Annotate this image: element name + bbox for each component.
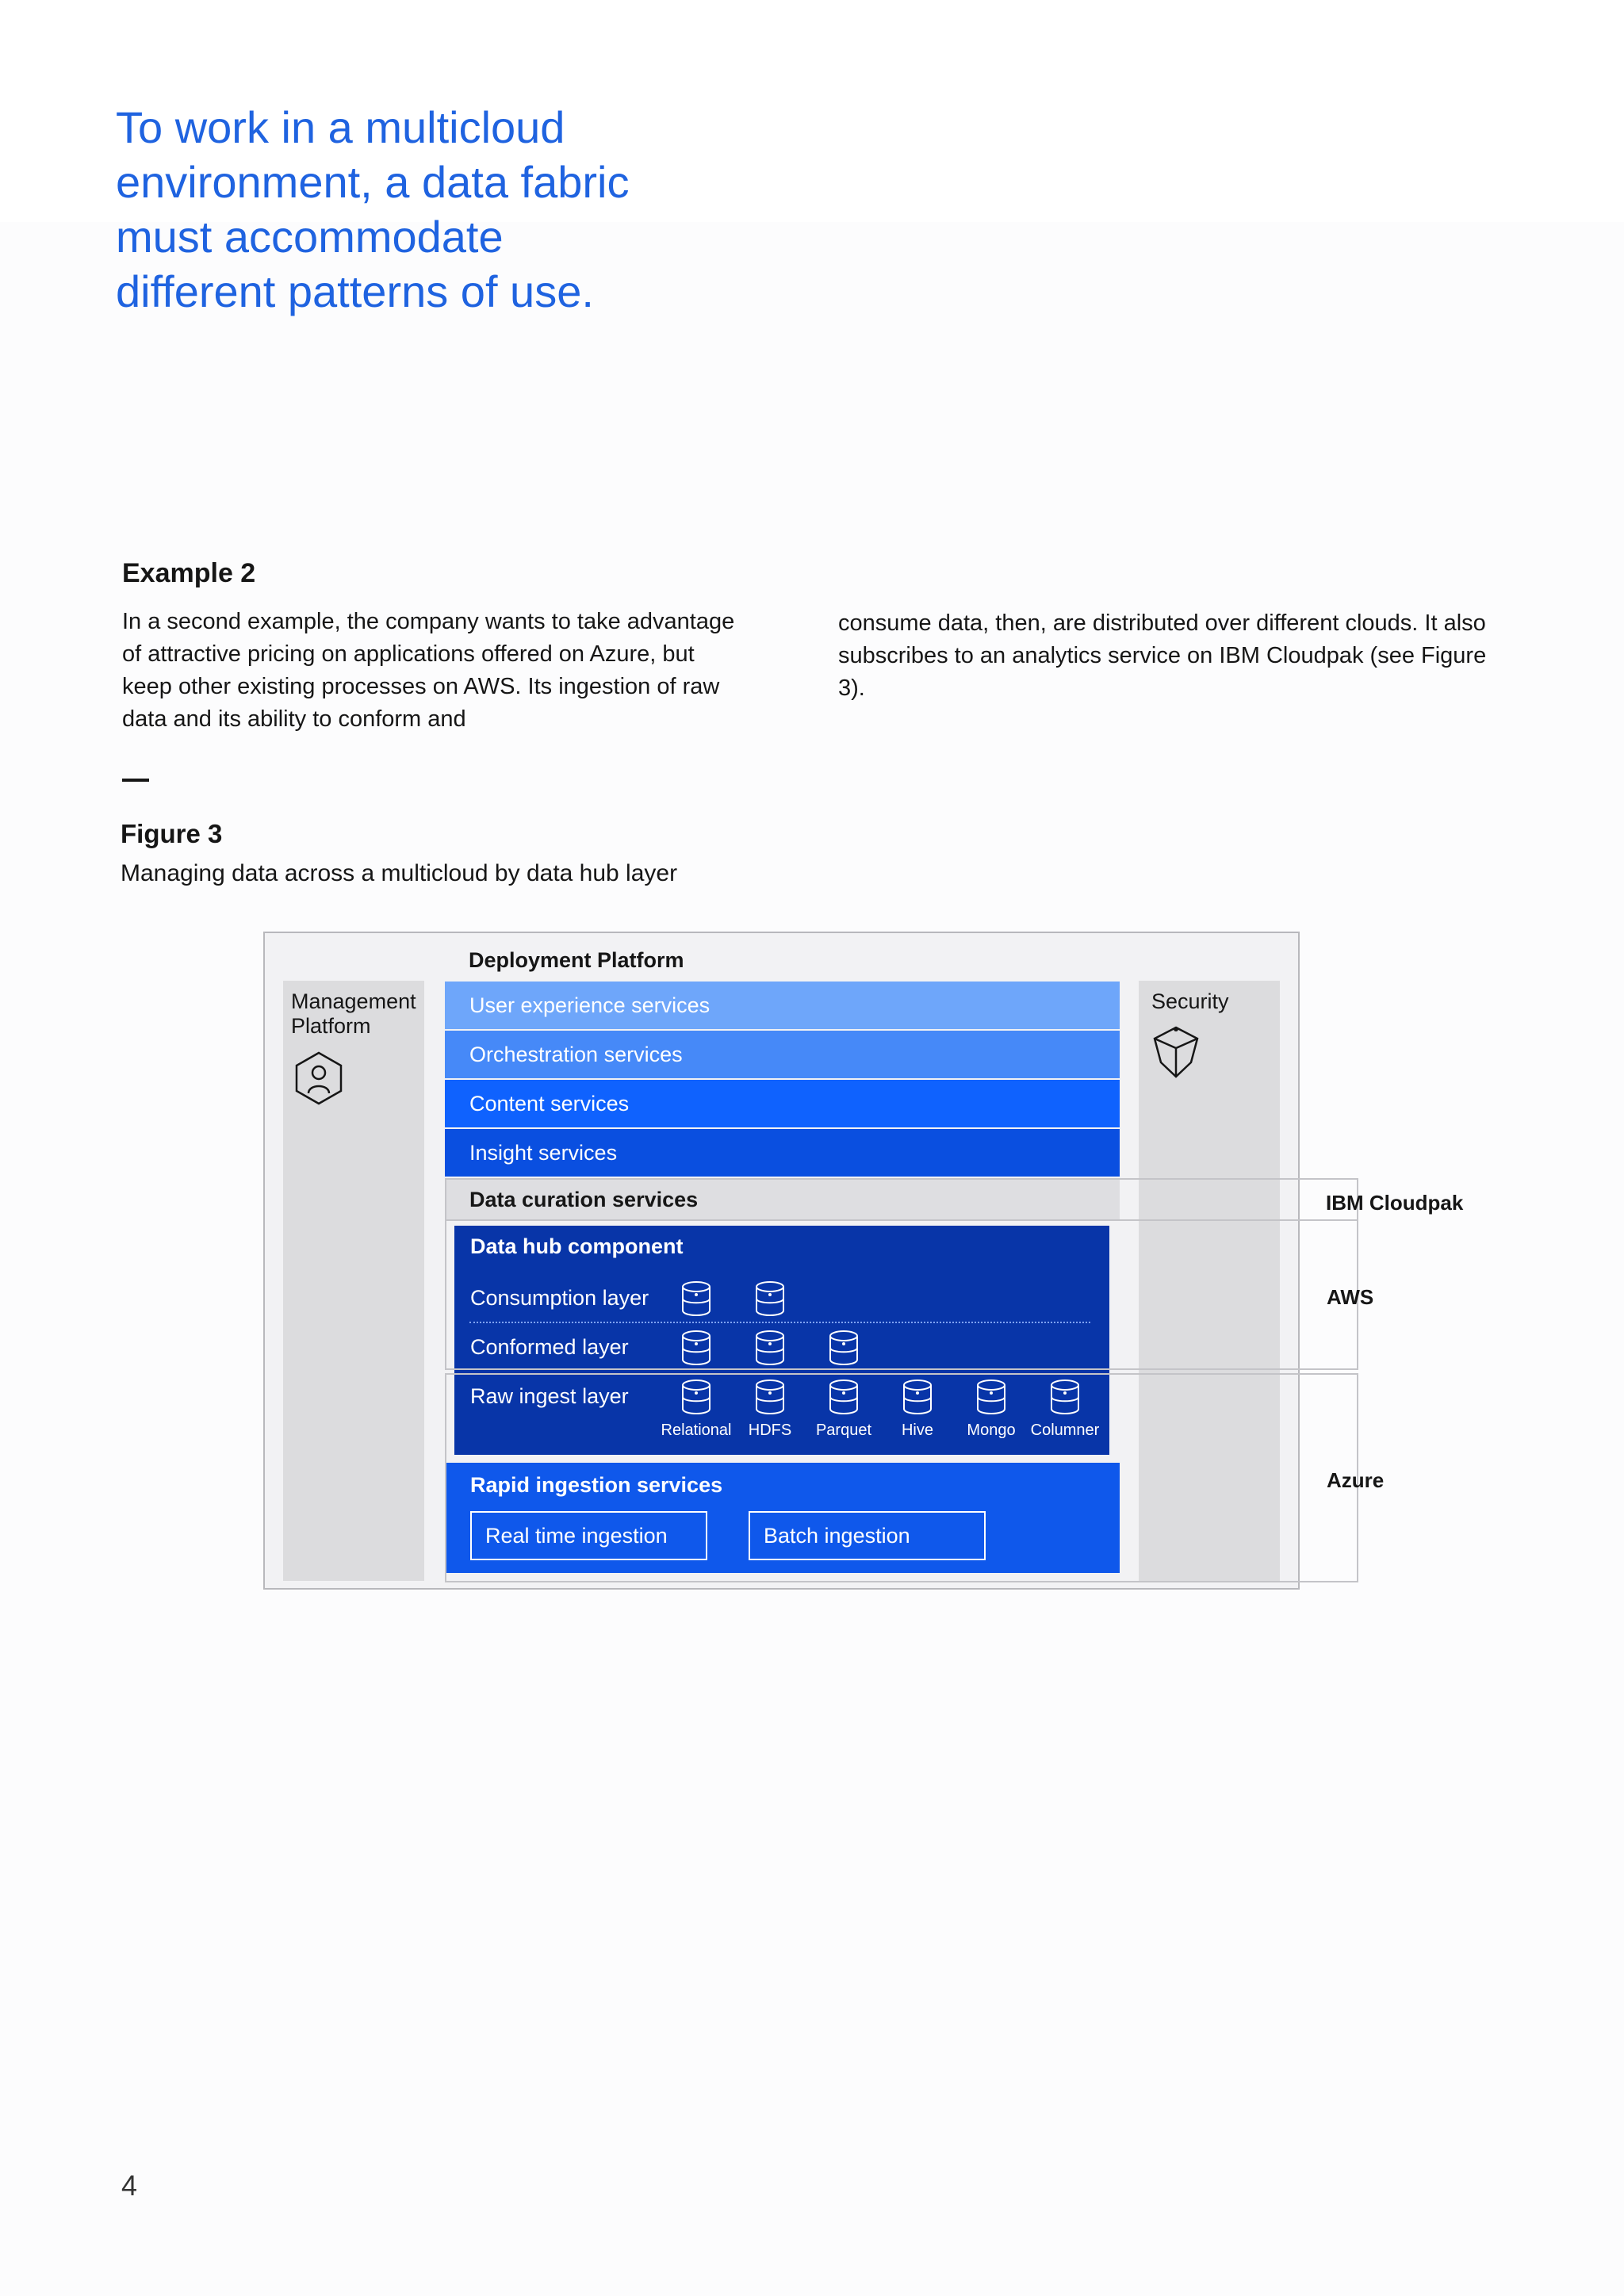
section-divider [122,779,149,782]
figure-caption: Managing data across a multicloud by data hub layer [121,860,678,886]
body-text-right: consume data, then, are distributed over different clouds. It also subscribes to an analytics service on IBM Cloudpak (see Figure 3). [838,610,1487,701]
management-user-icon [293,1050,345,1106]
azure-region [445,1373,1358,1582]
conformed-layer-label: Conformed layer [470,1335,629,1359]
ibm-cloudpak-label: IBM Cloudpak [1326,1191,1464,1215]
security-label: Security [1151,989,1229,1013]
management-platform-label: Management Platform [291,989,416,1038]
azure-label: Azure [1327,1468,1385,1492]
headline: To work in a multicloud environment, a data fabric must accommodate different patterns of use. [116,102,630,316]
page-number: 4 [121,2169,138,2202]
example-title: Example 2 [122,558,256,588]
batch-ingestion-box: Batch ingestion [749,1511,986,1560]
format-label-hdfs: HDFS [748,1422,792,1439]
format-label-mongo: Mongo [967,1422,1016,1439]
deployment-platform-label: Deployment Platform [469,948,684,972]
body-text-left: In a second example, the company wants to take advantage of attractive pricing on applications offered on Azure, but keep other existing processes on AWS. Its ingestion of raw data and its ability to conform and [122,609,735,732]
security-shield-icon [1150,1024,1202,1080]
rapid-ingestion-title: Rapid ingestion services [470,1473,723,1497]
raw-ingest-layer-label: Raw ingest layer [470,1384,629,1408]
consumption-layer-label: Consumption layer [470,1286,649,1310]
user-experience-services-band: User experience services [445,982,1120,1029]
format-label-relational: Relational [661,1422,732,1439]
format-label-hive: Hive [901,1422,933,1439]
data-hub-title: Data hub component [470,1234,684,1258]
data-curation-services-band: Data curation services [445,1178,1120,1221]
orchestration-services-band: Orchestration services [445,1031,1120,1078]
real-time-ingestion-box: Real time ingestion [470,1511,707,1560]
figure-title: Figure 3 [121,819,223,848]
format-label-columner: Columner [1030,1422,1100,1439]
aws-label: AWS [1327,1285,1374,1309]
aws-region [445,1221,1358,1370]
content-services-band: Content services [445,1080,1120,1127]
ibm-cloudpak-region [445,1178,1358,1221]
insight-services-band: Insight services [445,1129,1120,1177]
format-label-parquet: Parquet [815,1422,872,1439]
